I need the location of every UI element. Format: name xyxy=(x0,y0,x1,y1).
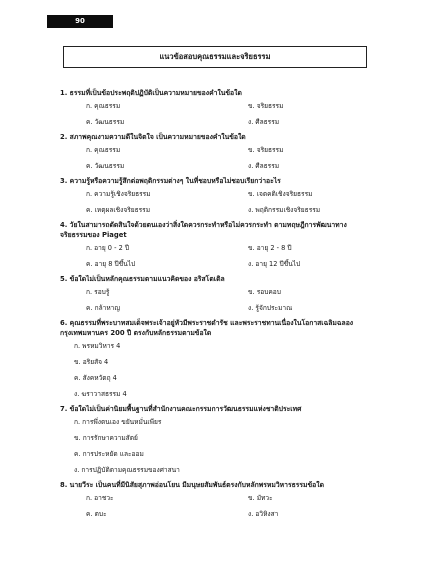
question-text: 7. ข้อใดไม่เป็นค่านิยมพื้นฐานที่สำนักงานคณะกรรมการวัฒนธรรมแห่งชาติประเทศ xyxy=(60,405,302,413)
question-5 xyxy=(60,274,380,316)
question-text: 2. สภาพคุณงามความดีในจิตใจ เป็นความหมายของคำในข้อใด xyxy=(60,133,246,141)
question-list xyxy=(60,88,380,524)
option-a[interactable]: ก. อายุ 0 - 2 ปี xyxy=(86,244,130,252)
option-a[interactable]: ก. อาชวะ xyxy=(86,494,114,502)
option-d[interactable]: ง. อายุ 12 ปีขึ้นไป xyxy=(248,260,301,268)
option-d[interactable]: ง. ศีลธรรม xyxy=(248,118,280,126)
option-c[interactable]: ค. อายุ 8 ปีขึ้นไป xyxy=(86,260,136,268)
option-a[interactable]: ก. ความรู้เชิงจริยธรรม xyxy=(86,190,151,198)
question-text-line-1: 6. คุณธรรมที่พระบาทสมเด็จพระเจ้าอยู่หัวมีพระราชดำรัช และพระราชทานเนื่องในโอกาสเฉลิมฉลอง xyxy=(60,319,354,327)
option-d[interactable]: ง. พฤติกรรมเชิงจริยธรรม xyxy=(248,206,321,214)
option-c[interactable]: ค. วัฒนธรรม xyxy=(86,118,125,126)
option-a[interactable]: ก. รอบรู้ xyxy=(86,288,110,296)
question-text: 8. นายวีระ เป็นคนที่มีนิสัยสุภาพอ่อนโยน มีมนุษยสัมพันธ์ตรงกับหลักพรหมวิหารธรรมข้อใด xyxy=(60,481,324,489)
option-d[interactable]: ง. ศีลธรรม xyxy=(248,162,280,170)
option-d[interactable]: ง. ฆราวาสธรรม 4 xyxy=(74,390,127,398)
option-d[interactable]: ง. การปฏิบัติตามคุณธรรมของศาสนา xyxy=(74,466,180,474)
question-7 xyxy=(60,404,380,478)
option-c[interactable]: ค. กล้าหาญ xyxy=(86,304,121,312)
option-c[interactable]: ค. ตบะ xyxy=(86,510,107,518)
option-c[interactable]: ค. วัฒนธรรม xyxy=(86,162,125,170)
question-text: 1. ธรรมที่เป็นข้อประพฤติปฏิบัติเป็นความหมายของคำในข้อใด xyxy=(60,89,242,97)
option-b[interactable]: ข. จริยธรรม xyxy=(248,146,284,154)
question-4 xyxy=(60,220,380,272)
option-a[interactable]: ก. คุณธรรม xyxy=(86,102,121,110)
option-c[interactable]: ค. การประหยัด และออม xyxy=(74,450,144,458)
question-8 xyxy=(60,480,380,522)
page-number: 90 xyxy=(47,15,113,28)
question-1 xyxy=(60,88,380,130)
option-b[interactable]: ข. การรักษาความสัตย์ xyxy=(74,434,138,442)
option-a[interactable]: ก. คุณธรรม xyxy=(86,146,121,154)
option-c[interactable]: ค. สังคหวัตถุ 4 xyxy=(74,374,117,382)
option-a[interactable]: ก. การพึ่งตนเอง ขยันหมั่นเพียร xyxy=(74,418,162,426)
question-text: 5. ข้อใดไม่เป็นหลักคุณธรรมตามแนวคิดของ อริสโตเติล xyxy=(60,275,225,283)
page-title: แนวข้อสอบคุณธรรมและจริยธรรม xyxy=(63,46,367,68)
question-text-line-2: กรุงเทพมหานคร 200 ปี ตรงกับหลักธรรมตามข้อใด xyxy=(60,329,212,337)
option-a[interactable]: ก. พรหมวิหาร 4 xyxy=(74,342,121,350)
question-text-line-2: จริยธรรมของ Piaget xyxy=(60,231,127,239)
option-b[interactable]: ข. เจตคติเชิงจริยธรรม xyxy=(248,190,313,198)
option-b[interactable]: ข. มัทวะ xyxy=(248,494,273,502)
option-b[interactable]: ข. จริยธรรม xyxy=(248,102,284,110)
question-3 xyxy=(60,176,380,218)
option-b[interactable]: ข. อายุ 2 - 8 ปี xyxy=(248,244,292,252)
option-d[interactable]: ง. อวิหิงสา xyxy=(248,510,279,518)
question-2 xyxy=(60,132,380,174)
question-text-line-1: 4. วัยในสามารถตัดสินใจด้วยตนเองว่าสิ่งใดควรกระทำหรือไม่ควรกระทำ ตามทฤษฎีการพัฒนาทาง xyxy=(60,221,347,229)
question-text: 3. ความรู้หรือความรู้สึกต่อพฤติกรรมต่างๆ ในที่ชอบหรือไม่ชอบเรียกว่าอะไร xyxy=(60,177,281,185)
option-b[interactable]: ข. รอบคอบ xyxy=(248,288,281,296)
question-6 xyxy=(60,318,380,402)
option-d[interactable]: ง. รู้จักประมาณ xyxy=(248,304,293,312)
option-c[interactable]: ค. เหตุผลเชิงจริยธรรม xyxy=(86,206,151,214)
option-b[interactable]: ข. อริยสัจ 4 xyxy=(74,358,109,366)
